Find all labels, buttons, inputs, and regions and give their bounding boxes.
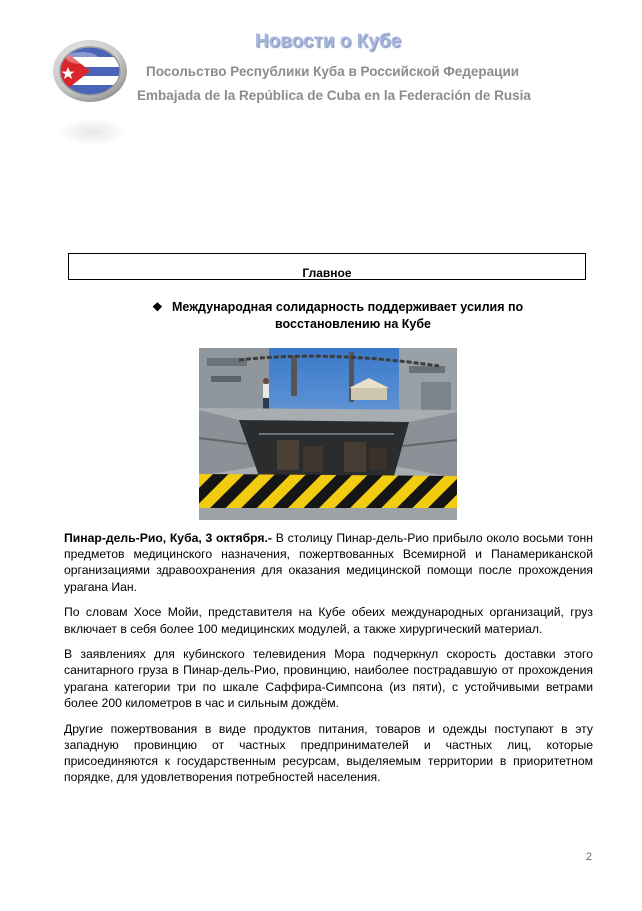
site-title: Новости о Кубе <box>254 31 402 52</box>
logo-reflection <box>58 118 128 146</box>
article-body <box>64 530 593 795</box>
section-header <box>68 253 586 280</box>
article-paragraph-1-text: В столицу Пинар-дель-Рио прибыло около восьми тонн предметов медицинского назначения, пожертвованных Всемирной и Панамериканской организациями здравоохранения для оказания медицинской помощи после прохождения урагана Иан. <box>64 531 594 594</box>
article-paragraph-2: По словам Хосе Мойи, представителя на Кубе обеих международных организаций, груз включает в себя более 100 медицинских модулей, а также хирургический материал. <box>64 605 593 636</box>
article-paragraph-4: Другие пожертвования в виде продуктов питания, товаров и одежды поступают в эту западную провинцию от частных предпринимателей и частных лиц, которые присоединяются к государственным ресурсам, выделяемым территории в приоритетном порядке, для удовлетворения потребностей населения. <box>64 721 593 785</box>
article-dateline: Пинар-дель-Рио, Куба, 3 октября.- <box>64 531 272 545</box>
section-title: Главное <box>302 266 352 280</box>
page-number: 2 <box>585 851 592 863</box>
article-paragraph-1 <box>64 530 593 595</box>
article-paragraph-3: В заявлениях для кубинского телевидения Мора подчеркнул скорость доставки этого санитарного груза в Пинар-дель-Рио, провинцию, наиболее пострадавшую от прохождения урагана категории три по шкале Саффира-Симпсона (из пяти), с устойчивыми ветрами более 200 километров в час и сильным дождём. <box>64 647 593 710</box>
headline-line-1: Международная солидарность поддерживает усилия по <box>172 300 524 314</box>
embassy-name-es: Embajada de la República de Cuba en la Federación de Rusia <box>137 88 531 103</box>
embassy-name-ru: Посольство Республики Куба в Российской Федерации <box>146 64 520 79</box>
article-photo <box>199 348 457 520</box>
diamond-bullet-icon: ❖ <box>152 300 163 314</box>
headline-line-2: восстановлению на Кубе <box>275 317 432 331</box>
